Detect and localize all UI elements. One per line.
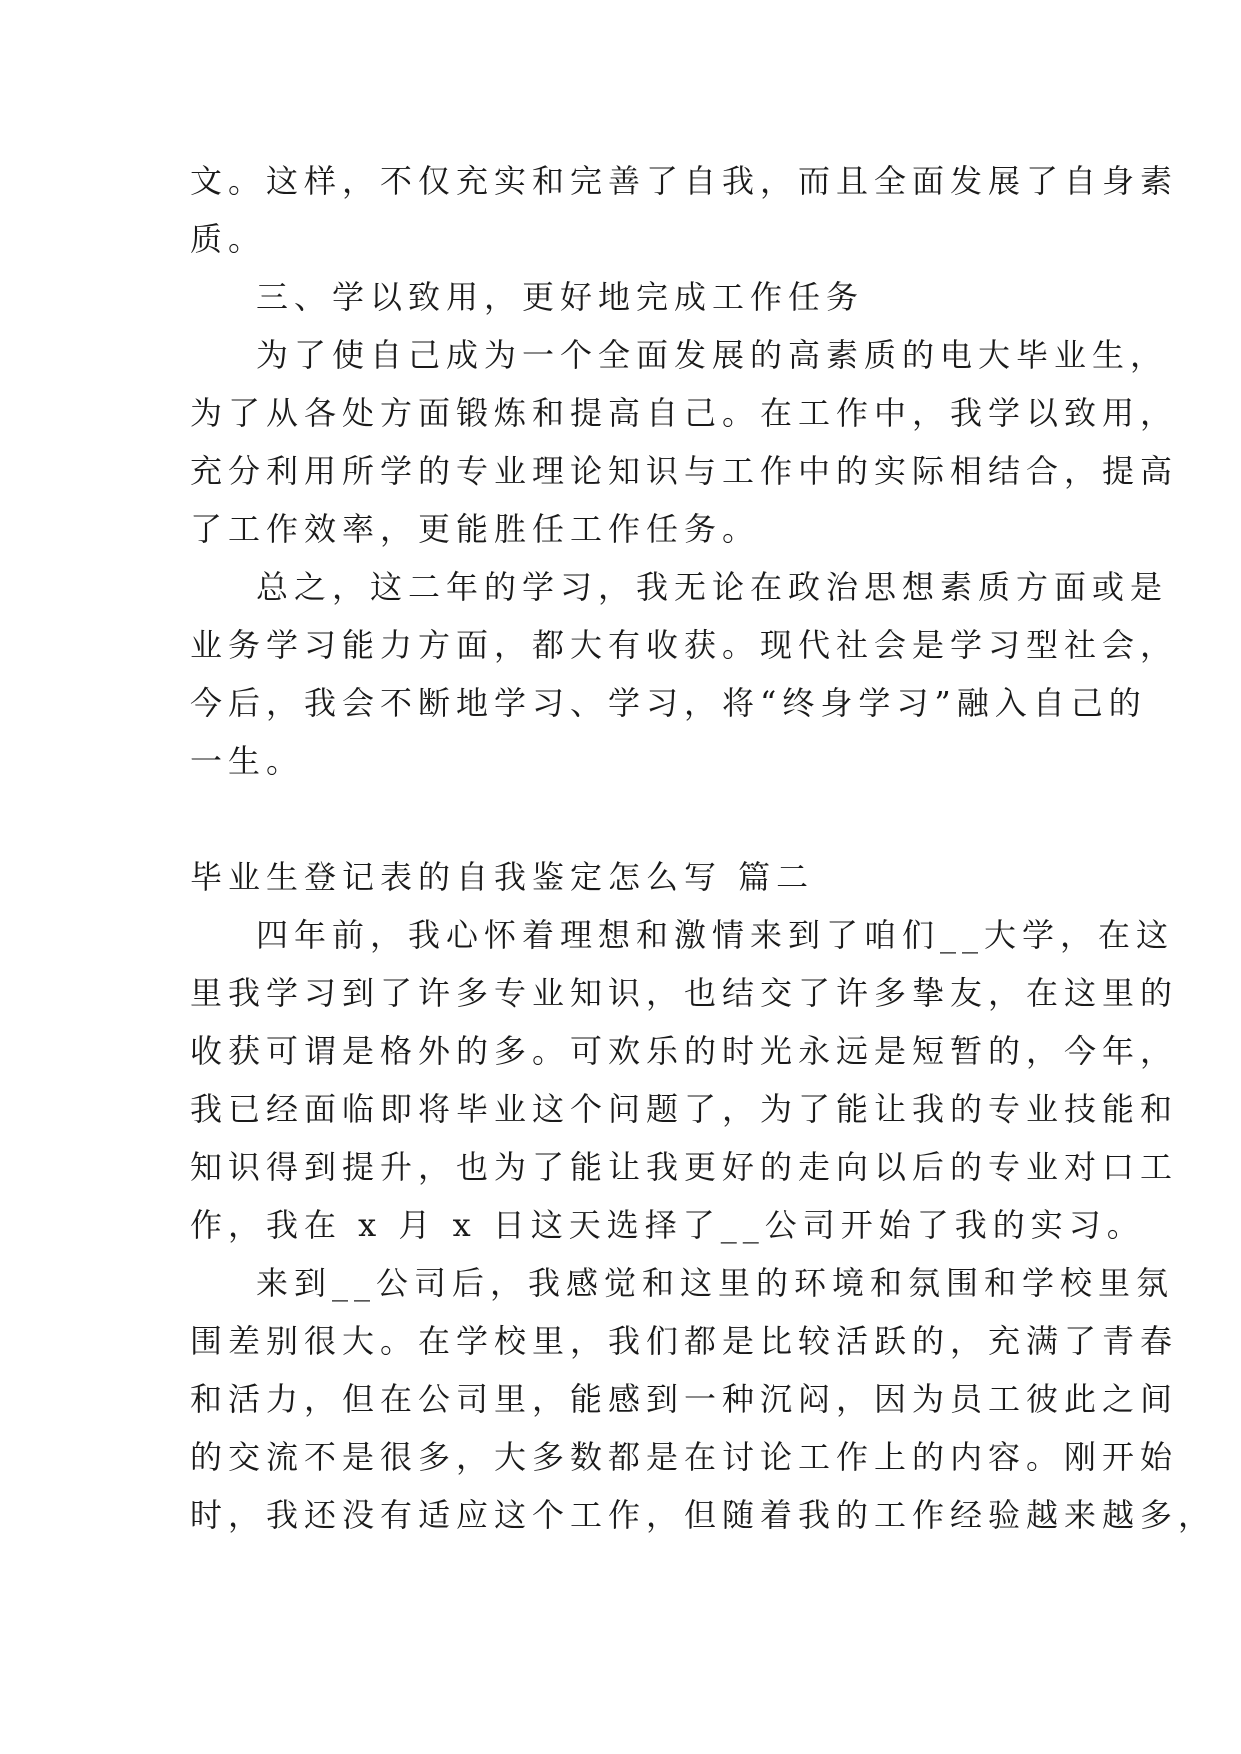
paragraph-line: 质。 bbox=[190, 220, 267, 258]
paragraph-line: 四年前，我心怀着理想和激情来到了咱们__大学，在这 bbox=[256, 916, 1175, 954]
paragraph-line: 为了从各处方面锻炼和提高自己。在工作中，我学以致用， bbox=[190, 394, 1179, 432]
paragraph-line: 围差别很大。在学校里，我们都是比较活跃的，充满了青春 bbox=[190, 1322, 1179, 1360]
paragraph-line: 为了使自己成为一个全面发展的高素质的电大毕业生， bbox=[256, 336, 1169, 374]
paragraph-line: 里我学习到了许多专业知识，也结交了许多挚友，在这里的 bbox=[190, 974, 1179, 1012]
paragraph-line: 作，我在 x 月 x 日这天选择了__公司开始了我的实习。 bbox=[190, 1206, 1145, 1244]
paragraph-line: 知识得到提升，也为了能让我更好的走向以后的专业对口工 bbox=[190, 1148, 1179, 1186]
paragraph-line: 文。这样，不仅充实和完善了自我，而且全面发展了自身素 bbox=[190, 162, 1179, 200]
paragraph-line: 时，我还没有适应这个工作，但随着我的工作经验越来越多， bbox=[190, 1496, 1217, 1534]
paragraph-line: 来到__公司后，我感觉和这里的环境和氛围和学校里氛 bbox=[256, 1264, 1175, 1302]
section-gap bbox=[190, 790, 1070, 848]
paragraph-line: 充分利用所学的专业理论知识与工作中的实际相结合，提高 bbox=[190, 452, 1179, 490]
paragraph-line: 一生。 bbox=[190, 742, 305, 780]
paragraph-line: 业务学习能力方面，都大有收获。现代社会是学习型社会， bbox=[190, 626, 1179, 664]
paragraph-line: 了工作效率，更能胜任工作任务。 bbox=[190, 510, 761, 548]
section-title: 毕业生登记表的自我鉴定怎么写 篇二 bbox=[190, 858, 815, 896]
paragraph-line: 和活力，但在公司里，能感到一种沉闷，因为员工彼此之间 bbox=[190, 1380, 1179, 1418]
document-body bbox=[190, 152, 1217, 1544]
paragraph-line: 总之，这二年的学习，我无论在政治思想素质方面或是 bbox=[256, 568, 1169, 606]
paragraph-line: 的交流不是很多，大多数都是在讨论工作上的内容。刚开始 bbox=[190, 1438, 1179, 1476]
paragraph-line: 我已经面临即将毕业这个问题了，为了能让我的专业技能和 bbox=[190, 1090, 1179, 1128]
paragraph-line: 收获可谓是格外的多。可欢乐的时光永远是短暂的，今年， bbox=[190, 1032, 1179, 1070]
section-heading-line: 三、学以致用，更好地完成工作任务 bbox=[256, 278, 865, 316]
paragraph-line: 今后，我会不断地学习、学习，将“终身学习”融入自己的 bbox=[190, 684, 1147, 722]
